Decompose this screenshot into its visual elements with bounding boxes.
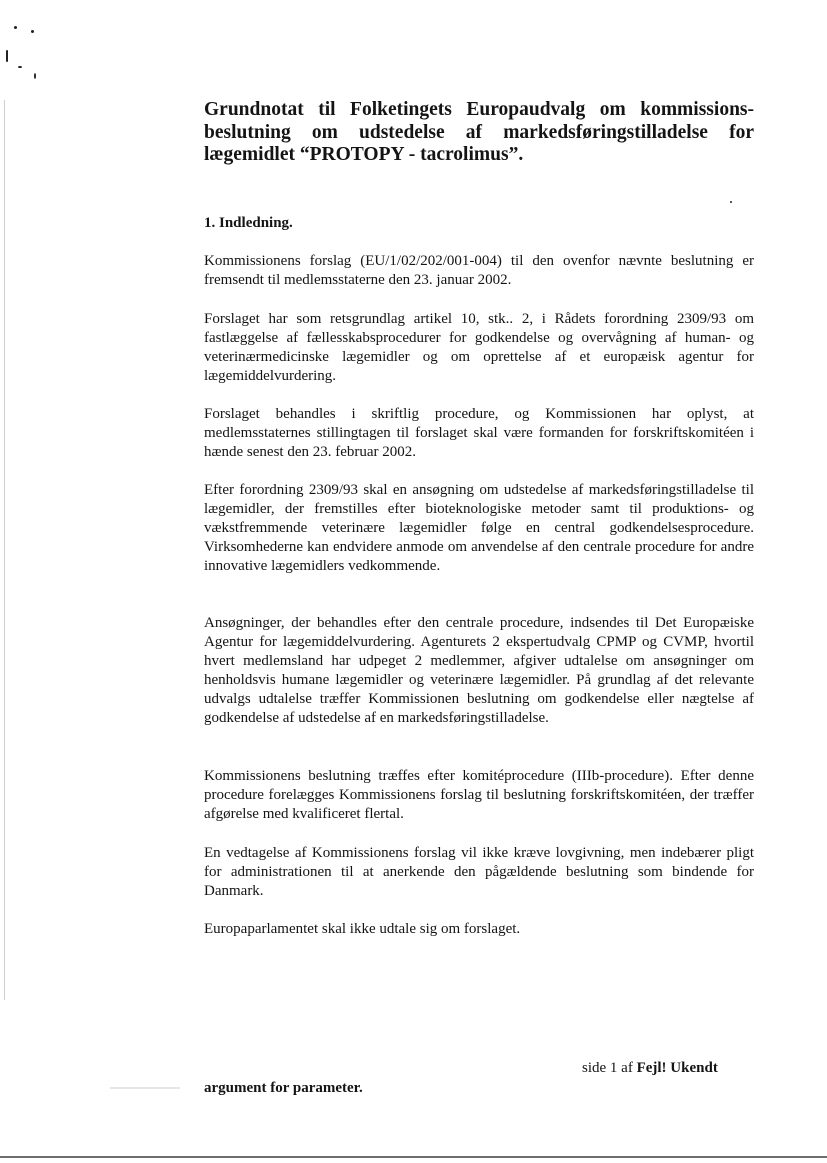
page-number-label: side 1 af: [582, 1060, 633, 1076]
paragraph-7: En vedtagelse af Kommissionens forslag vil ikke kræve lovgivning, men indebærer pligt for administrationen til at anerkende den pågældende beslutning som bindende for Danmark.: [204, 845, 754, 899]
paragraph-6: Kommissionens beslutning træffes efter komitéprocedure (IIIb-procedure). Efter denne procedure forelægges Kommissionens forslag til beslutning forskriftskomitéen, der træffer afgørelse med kvalificeret flertal.: [204, 768, 754, 822]
page-footer: [582, 1059, 718, 1077]
paragraph-5: Ansøgninger, der behandles efter den centrale procedure, indsendes til Det Europæiske Agentur for lægemiddelvurdering. Agenturets 2 ekspertudvalg CPMP og CVMP, hvortil hvert medlemsland har udpeget 2 medlemmer, afgiver udtalelse om ansøgninger om henholdsvis humane lægemidler og veterinære lægemidler. På grundlag af det relevante udvalgs udtalelse træffer Kommissionen beslutning om godkendelse eller nægtelse af godkendelse af udstedelse af en markedsføringstilladelse.: [204, 615, 754, 726]
paragraph-8: Europaparlamentet skal ikke udtale sig om forslaget.: [204, 921, 521, 937]
scan-speck: [730, 201, 732, 203]
page-field-error: Fejl! Ukendt: [636, 1060, 718, 1076]
section-heading: 1. Indledning.: [204, 215, 293, 231]
document-title: Grundnotat til Folketingets Europaudvalg om kommissions-beslutning om udstedelse af markedsføringstilladelse for lægemidlet “PROTOPY - tacrolimus”.: [204, 99, 754, 165]
paragraph-3: Forslaget behandles i skriftlig procedure, og Kommissionen har oplyst, at medlemsstaternes stillingtagen til forslaget skal være formanden for forskriftskomitéen i hænde senest den 23. februar 2002.: [204, 406, 754, 460]
scan-speck: [34, 73, 36, 79]
scan-speck: [6, 50, 8, 62]
scan-bottom-edge: [0, 1156, 827, 1158]
scan-speck: [14, 26, 17, 29]
paragraph-1: Kommissionens forslag (EU/1/02/202/001-004) til den ovenfor nævnte beslutning er fremsendt til medlemsstaterne den 23. januar 2002.: [204, 253, 754, 288]
paragraph-2: Forslaget har som retsgrundlag artikel 10, stk.. 2, i Rådets forordning 2309/93 om fastlæggelse af fællesskabsprocedurer for godkendelse og overvågning af human- og veterinærmedicinske lægemidler og om oprettelse af et europæisk agentur for lægemiddelvurdering.: [204, 311, 754, 384]
scan-speck: [31, 30, 34, 33]
page-field-error-continued: argument for parameter.: [204, 1080, 363, 1096]
scan-edge-line: [4, 100, 5, 1000]
scan-speck: [18, 66, 22, 68]
scan-faint-mark: [110, 1087, 180, 1089]
paragraph-4: Efter forordning 2309/93 skal en ansøgning om udstedelse af markedsføringstilladelse til lægemidler, der fremstilles efter bioteknologiske metoder samt til produktions- og vækstfremmende veterinære lægemidler følge en central godkendelsesprocedure. Virksomhederne kan endvidere anmode om anvendelse af den centrale procedure for andre innovative lægemidlers vedkommende.: [204, 482, 754, 574]
